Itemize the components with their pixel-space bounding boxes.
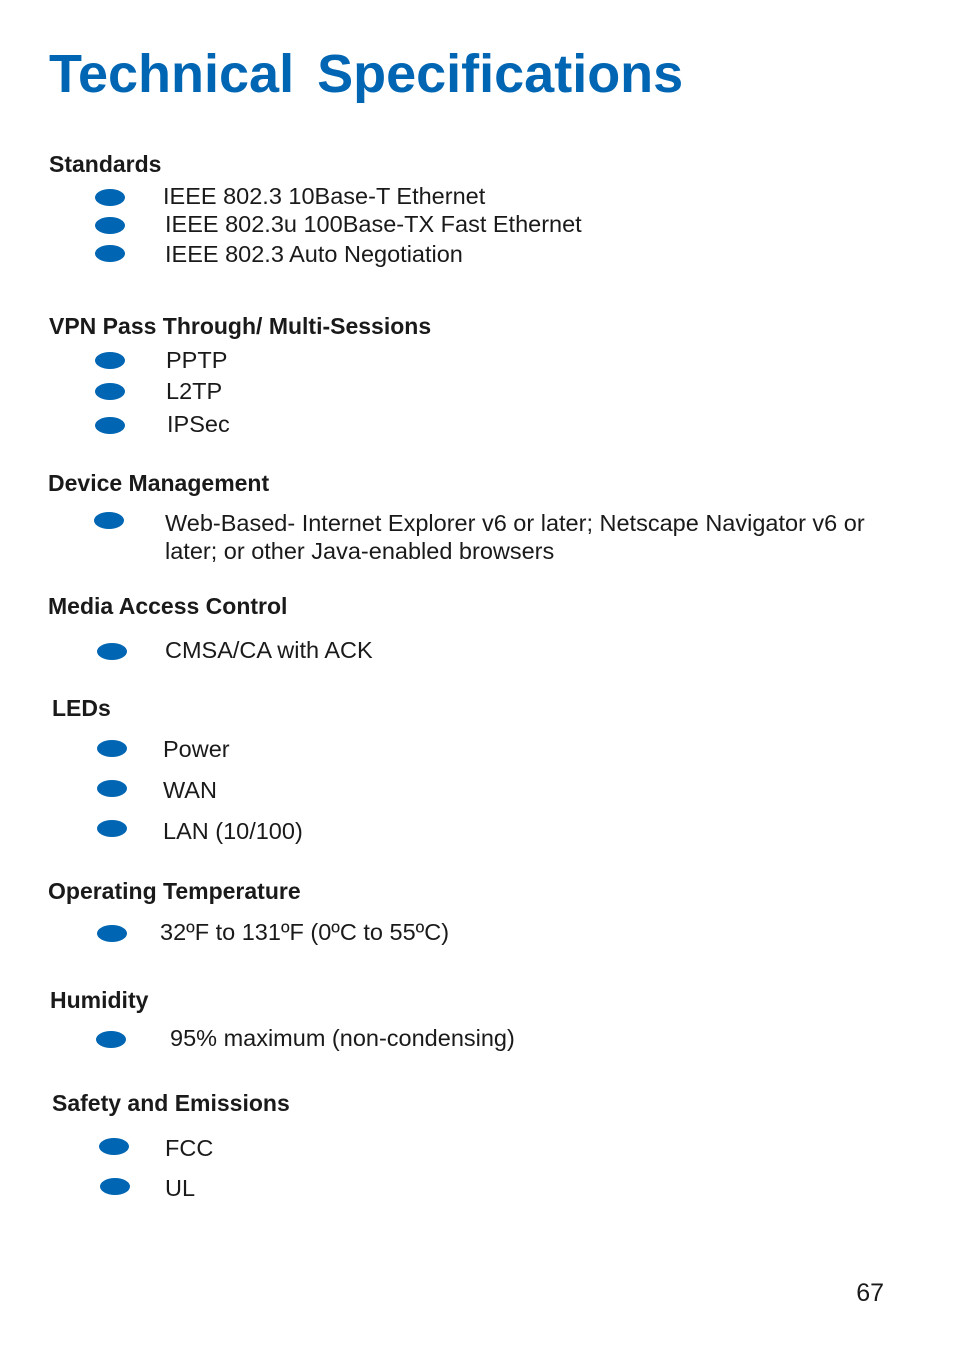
bullet-icon xyxy=(97,820,127,837)
list-item: Power xyxy=(163,736,230,762)
list-item: IEEE 802.3 Auto Negotiation xyxy=(165,241,463,267)
bullet-icon xyxy=(99,1138,129,1155)
list-item: LAN (10/100) xyxy=(163,818,303,844)
bullet-icon xyxy=(97,643,127,660)
page-number: 67 xyxy=(856,1279,884,1307)
bullet-icon xyxy=(97,740,127,757)
list-item: IEEE 802.3 10Base-T Ethernet xyxy=(163,183,486,209)
list-item: WAN xyxy=(163,777,217,803)
section-heading: Device Management xyxy=(48,470,270,496)
section-heading: LEDs xyxy=(52,695,111,721)
section-heading: Safety and Emissions xyxy=(52,1090,290,1116)
list-item: IEEE 802.3u 100Base-TX Fast Ethernet xyxy=(165,211,582,237)
bullet-icon xyxy=(97,780,127,797)
section-heading: Humidity xyxy=(50,987,149,1013)
bullet-icon xyxy=(95,189,125,206)
list-item: IPSec xyxy=(167,411,230,437)
bullet-icon xyxy=(100,1178,130,1195)
list-item: FCC xyxy=(165,1135,214,1161)
bullet-icon xyxy=(97,925,127,942)
list-item: Web-Based- Internet Explorer v6 or later; Netscape Navigator v6 or later; or other Java-enabled browsers xyxy=(165,510,865,564)
bullet-icon xyxy=(95,352,125,369)
bullet-icon xyxy=(95,245,125,262)
bullet-icon xyxy=(95,417,125,434)
list-item: CMSA/CA with ACK xyxy=(165,637,373,663)
page-title: Technical Specifications xyxy=(49,44,684,104)
section-heading: Operating Temperature xyxy=(48,878,301,904)
list-item: L2TP xyxy=(166,378,223,404)
section-heading: VPN Pass Through/ Multi-Sessions xyxy=(49,313,432,339)
list-item: PPTP xyxy=(166,347,228,373)
list-item: 32ºF to 131ºF (0ºC to 55ºC) xyxy=(160,919,450,945)
bullet-icon xyxy=(94,512,124,529)
section-heading: Standards xyxy=(49,151,162,177)
bullet-icon xyxy=(95,383,125,400)
list-item: 95% maximum (non-condensing) xyxy=(170,1025,515,1051)
bullet-icon xyxy=(95,217,125,234)
section-heading: Media Access Control xyxy=(48,593,288,619)
list-item: UL xyxy=(165,1175,196,1201)
bullet-icon xyxy=(96,1031,126,1048)
